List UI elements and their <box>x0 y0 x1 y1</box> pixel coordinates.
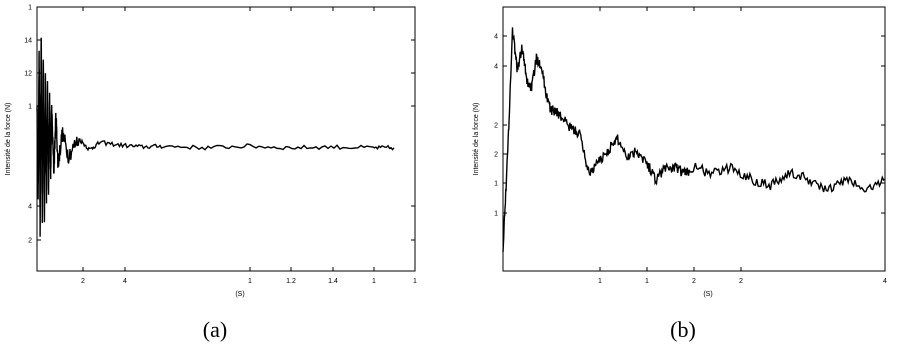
plot-frame-b <box>503 7 885 271</box>
x-tick-label-b: 1 <box>598 278 602 285</box>
y-tick-label-a: 1 <box>28 103 32 111</box>
x-tick-label-a: 1 <box>413 278 417 285</box>
y-axis-label-a: Intensité de la force (N) <box>5 102 12 176</box>
y-tick-label-b: 1 <box>494 180 498 188</box>
y-tick-label-a: 12 <box>24 70 32 78</box>
panel-b <box>473 7 887 342</box>
x-axis-label-b: (S) <box>703 291 713 298</box>
y-tick-label-a: 1 <box>28 4 32 12</box>
y-tick-label-a: 14 <box>24 37 32 45</box>
y-tick-label-b: 2 <box>494 151 498 159</box>
y-tick-label-a: 2 <box>28 237 32 245</box>
x-tick-label-b: 2 <box>739 278 743 285</box>
x-tick-label-b: 2 <box>692 278 696 285</box>
x-tick-label-a: 1.4 <box>328 278 338 285</box>
y-tick-label-b: 4 <box>494 63 498 71</box>
x-tick-label-a: 4 <box>123 278 127 285</box>
x-tick-label-a: 2 <box>81 278 85 285</box>
y-tick-label-b: 2 <box>494 122 498 130</box>
x-axis-label-a: (S) <box>235 291 245 298</box>
plot-frame-a <box>37 7 415 271</box>
y-tick-label-a: 4 <box>28 203 32 211</box>
y-tick-label-b: 4 <box>494 33 498 41</box>
panel-a <box>5 5 417 343</box>
y-axis-label-b: Intensité de la force (N) <box>473 102 480 176</box>
x-tick-label-b: 1 <box>645 278 649 285</box>
x-tick-label-a: 1.2 <box>286 278 296 285</box>
x-tick-label-a: 1 <box>248 278 252 285</box>
caption-a: (a) <box>202 317 228 342</box>
x-tick-label-a: 1 <box>372 278 376 285</box>
caption-b: (b) <box>670 317 696 342</box>
y-tick-label-b: 1 <box>494 210 498 218</box>
x-tick-label-b: 4 <box>883 278 887 285</box>
